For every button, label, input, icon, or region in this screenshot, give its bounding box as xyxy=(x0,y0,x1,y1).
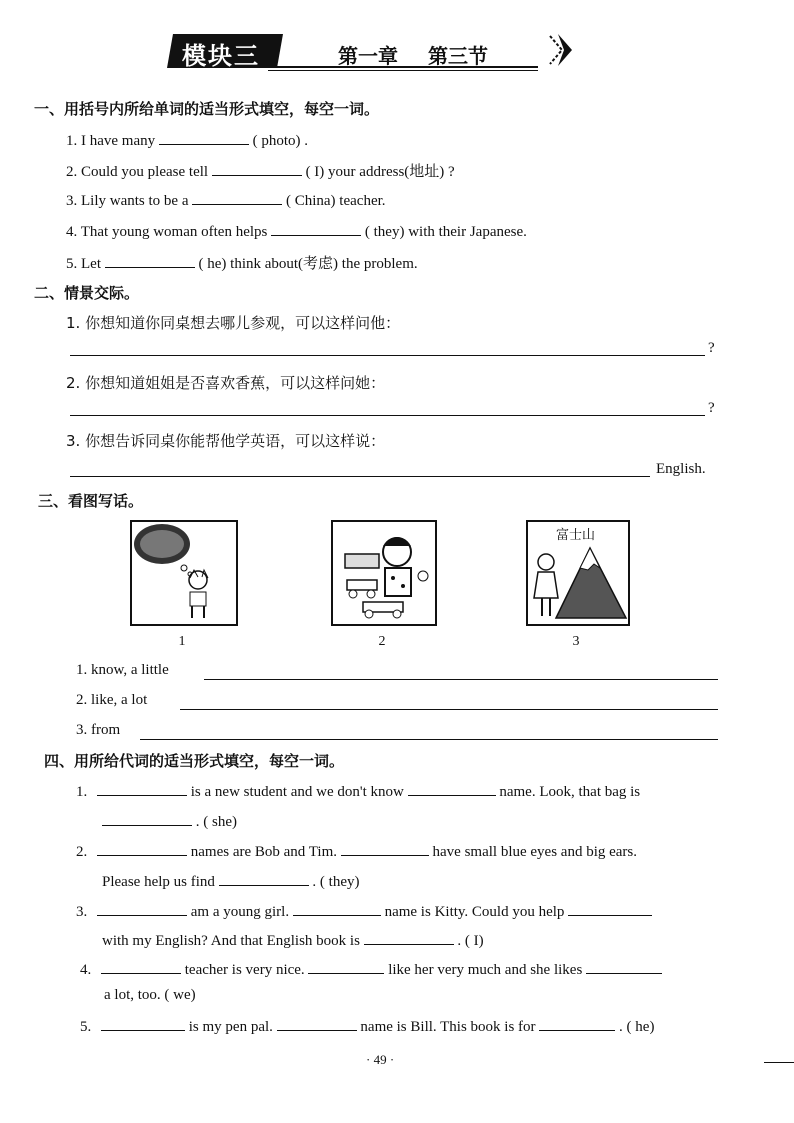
picture-1 xyxy=(130,520,238,626)
answer-line[interactable] xyxy=(70,415,705,416)
part3-title: 三、看图写话。 xyxy=(38,492,144,510)
part1-item-1: 1. I have many ( photo) . xyxy=(66,130,308,150)
part2-title: 二、情景交际。 xyxy=(34,284,140,302)
page-number: · 49 · xyxy=(366,1052,395,1067)
answer-blank[interactable] xyxy=(341,841,429,856)
answer-blank[interactable] xyxy=(408,781,496,796)
section-title: 第三节 xyxy=(428,44,488,68)
part4-item-3: 3. am a young girl. name is Kitty. Could you help xyxy=(76,901,652,921)
part3-item-1: 1. know, a little xyxy=(76,662,169,678)
part3-item-3: 3. from xyxy=(76,722,121,738)
part1-item-2: 2. Could you please tell ( I) your address(地址) ? xyxy=(66,160,455,181)
answer-blank[interactable] xyxy=(159,130,249,145)
answer-line[interactable] xyxy=(140,739,718,740)
answer-blank[interactable] xyxy=(212,161,302,176)
picture-3-label: 3 xyxy=(572,634,580,649)
answer-blank[interactable] xyxy=(308,959,384,974)
thinking-girl-illustration xyxy=(132,522,236,624)
picture-3-caption: 富士山 xyxy=(556,528,596,543)
answer-blank[interactable] xyxy=(293,901,381,916)
picture-2-label: 2 xyxy=(378,634,386,649)
answer-blank[interactable] xyxy=(271,221,361,236)
part1-title: 一、用括号内所给单词的适当形式填空，每空一词。 xyxy=(34,100,380,118)
part1-item-5: 5. Let ( he) think about(考虑) the problem. xyxy=(66,252,418,273)
answer-line[interactable] xyxy=(204,679,718,680)
answer-blank[interactable] xyxy=(568,901,652,916)
part1-item-4: 4. That young woman often helps ( they) with their Japanese. xyxy=(66,221,527,241)
english-end: English. xyxy=(656,461,706,477)
part2-item-1: 1. 你想知道你同桌想去哪儿参观，可以这样问他： xyxy=(66,314,401,332)
picture-2 xyxy=(331,520,437,626)
chevron-right-icon xyxy=(540,30,580,70)
part4-item-2-line2: Please help us find . ( they) xyxy=(102,871,359,891)
answer-blank[interactable] xyxy=(102,811,192,826)
part3-item-2: 2. like, a lot xyxy=(76,692,148,708)
question-mark: ? xyxy=(708,400,715,416)
answer-line[interactable] xyxy=(180,709,718,710)
part4-item-4: 4. teacher is very nice. like her very much and she likes xyxy=(80,959,662,979)
answer-blank[interactable] xyxy=(101,959,181,974)
part4-item-4-line2: a lot, too. ( we) xyxy=(104,987,196,1003)
boy-with-toys-illustration xyxy=(333,522,435,624)
answer-blank[interactable] xyxy=(219,871,309,886)
answer-blank[interactable] xyxy=(364,930,454,945)
question-mark: ? xyxy=(708,340,715,356)
answer-line[interactable] xyxy=(70,476,650,477)
header-rule xyxy=(268,66,538,68)
answer-line[interactable] xyxy=(70,355,705,356)
part4-item-5: 5. is my pen pal. name is Bill. This book is for . ( he) xyxy=(80,1016,654,1036)
part1-item-3: 3. Lily wants to be a ( China) teacher. xyxy=(66,190,386,210)
part2-item-3: 3. 你想告诉同桌你能帮他学英语，可以这样说： xyxy=(66,432,386,450)
picture-3 xyxy=(526,520,630,626)
header-rule-thin xyxy=(268,70,538,71)
answer-blank[interactable] xyxy=(97,841,187,856)
answer-blank[interactable] xyxy=(101,1016,185,1031)
module-badge-text: 模块三 xyxy=(182,42,260,70)
answer-blank[interactable] xyxy=(277,1016,357,1031)
chapter-title: 第一章 xyxy=(338,44,398,68)
answer-blank[interactable] xyxy=(105,253,195,268)
picture-1-label: 1 xyxy=(178,634,186,649)
part4-item-1-line2: . ( she) xyxy=(102,811,237,831)
answer-blank[interactable] xyxy=(539,1016,615,1031)
answer-blank[interactable] xyxy=(192,190,282,205)
part4-item-2: 2. names are Bob and Tim. have small blue eyes and big ears. xyxy=(76,841,637,861)
part2-item-2: 2. 你想知道姐姐是否喜欢香蕉，可以这样问她： xyxy=(66,374,386,392)
part4-title: 四、用所给代词的适当形式填空，每空一词。 xyxy=(44,752,345,770)
answer-blank[interactable] xyxy=(586,959,662,974)
part4-item-3-line2: with my English? And that English book is . ( I) xyxy=(102,930,484,950)
footer-rule xyxy=(764,1062,794,1063)
part4-item-1: 1. is a new student and we don't know name. Look, that bag is xyxy=(76,781,640,801)
answer-blank[interactable] xyxy=(97,901,187,916)
girl-mountain-illustration xyxy=(528,522,628,624)
answer-blank[interactable] xyxy=(97,781,187,796)
